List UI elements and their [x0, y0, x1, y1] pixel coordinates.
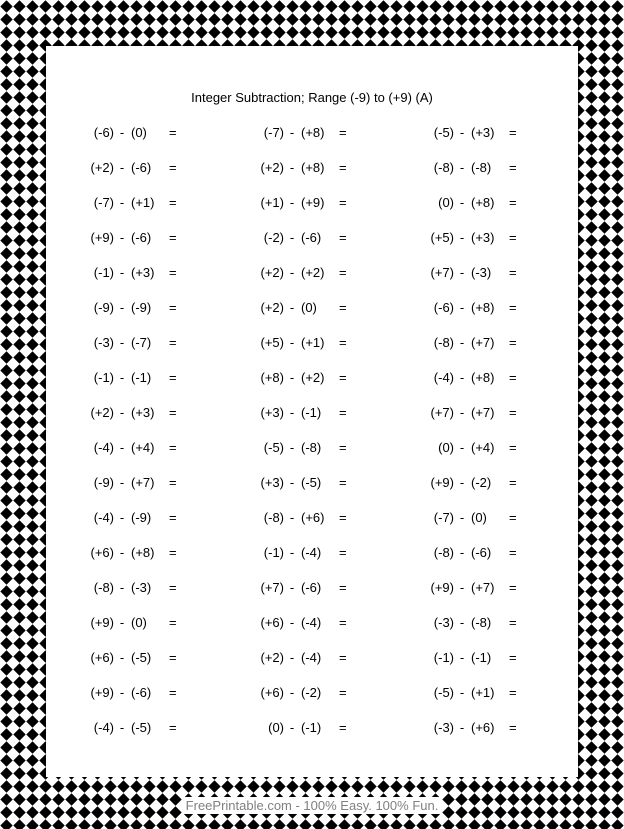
equals-sign: = — [509, 125, 517, 140]
equals-sign: = — [169, 125, 177, 140]
minus-sign: - — [289, 580, 295, 595]
equals-sign: = — [169, 370, 177, 385]
minus-sign: - — [289, 545, 295, 560]
subtrahend: (+8) — [471, 370, 495, 385]
minuend: (+5) — [430, 230, 454, 245]
minuend: (+1) — [260, 195, 284, 210]
problem — [250, 615, 360, 635]
subtrahend: (+2) — [301, 370, 325, 385]
minuend: (-1) — [93, 370, 114, 385]
minuend: (0) — [438, 440, 454, 455]
minuend: (+2) — [90, 160, 114, 175]
problem — [420, 370, 530, 390]
minuend: (+6) — [260, 685, 284, 700]
problem — [420, 475, 530, 495]
problem — [250, 335, 360, 355]
equals-sign: = — [339, 265, 347, 280]
problem — [250, 580, 360, 600]
equals-sign: = — [509, 720, 517, 735]
minuend: (-4) — [93, 720, 114, 735]
subtrahend: (-1) — [301, 405, 322, 420]
problem — [420, 720, 530, 740]
equals-sign: = — [169, 580, 177, 595]
minus-sign: - — [119, 335, 125, 350]
equals-sign: = — [169, 720, 177, 735]
minuend: (-3) — [93, 335, 114, 350]
minus-sign: - — [289, 230, 295, 245]
subtrahend: (0) — [471, 510, 487, 525]
minus-sign: - — [119, 440, 125, 455]
minuend: (-3) — [433, 720, 454, 735]
minus-sign: - — [119, 475, 125, 490]
equals-sign: = — [169, 265, 177, 280]
equals-sign: = — [509, 545, 517, 560]
equals-sign: = — [339, 405, 347, 420]
equals-sign: = — [339, 475, 347, 490]
minus-sign: - — [119, 510, 125, 525]
minuend: (+6) — [90, 545, 114, 560]
equals-sign: = — [509, 195, 517, 210]
equals-sign: = — [169, 195, 177, 210]
minuend: (-7) — [93, 195, 114, 210]
equals-sign: = — [509, 405, 517, 420]
problem — [420, 230, 530, 250]
subtrahend: (-6) — [131, 160, 152, 175]
problem — [420, 545, 530, 565]
problem — [250, 510, 360, 530]
equals-sign: = — [509, 160, 517, 175]
minus-sign: - — [459, 650, 465, 665]
minuend: (+2) — [260, 650, 284, 665]
minus-sign: - — [289, 405, 295, 420]
problem — [80, 335, 190, 355]
minuend: (-4) — [433, 370, 454, 385]
minus-sign: - — [119, 720, 125, 735]
minus-sign: - — [459, 125, 465, 140]
minuend: (-7) — [433, 510, 454, 525]
subtrahend: (+7) — [131, 475, 155, 490]
equals-sign: = — [339, 335, 347, 350]
minus-sign: - — [119, 195, 125, 210]
equals-sign: = — [509, 510, 517, 525]
subtrahend: (+6) — [301, 510, 325, 525]
problem — [250, 370, 360, 390]
minuend: (-4) — [93, 510, 114, 525]
subtrahend: (+7) — [471, 335, 495, 350]
problem — [250, 125, 360, 145]
equals-sign: = — [169, 230, 177, 245]
problem — [420, 440, 530, 460]
equals-sign: = — [509, 580, 517, 595]
minuend: (+8) — [260, 370, 284, 385]
minuend: (+2) — [90, 405, 114, 420]
minus-sign: - — [459, 160, 465, 175]
minus-sign: - — [289, 685, 295, 700]
minuend: (-8) — [433, 335, 454, 350]
minuend: (+6) — [260, 615, 284, 630]
subtrahend: (+7) — [471, 405, 495, 420]
equals-sign: = — [339, 545, 347, 560]
minus-sign: - — [289, 335, 295, 350]
subtrahend: (+1) — [301, 335, 325, 350]
minuend: (+2) — [260, 300, 284, 315]
problem — [250, 545, 360, 565]
equals-sign: = — [509, 650, 517, 665]
equals-sign: = — [169, 615, 177, 630]
problem — [80, 195, 190, 215]
minus-sign: - — [459, 685, 465, 700]
subtrahend: (+4) — [471, 440, 495, 455]
minuend: (+5) — [260, 335, 284, 350]
minuend: (0) — [438, 195, 454, 210]
subtrahend: (-7) — [131, 335, 152, 350]
minus-sign: - — [119, 580, 125, 595]
problem — [250, 650, 360, 670]
problem — [80, 370, 190, 390]
minus-sign: - — [459, 405, 465, 420]
footer — [0, 797, 624, 815]
minuend: (+9) — [430, 580, 454, 595]
minus-sign: - — [289, 440, 295, 455]
worksheet-title: Integer Subtraction; Range (-9) to (+9) (A) — [191, 90, 433, 105]
minuend: (+7) — [430, 405, 454, 420]
equals-sign: = — [169, 440, 177, 455]
subtrahend: (-5) — [131, 650, 152, 665]
minus-sign: - — [289, 125, 295, 140]
minuend: (-6) — [433, 300, 454, 315]
equals-sign: = — [339, 580, 347, 595]
problem — [420, 300, 530, 320]
problem — [420, 510, 530, 530]
equals-sign: = — [509, 615, 517, 630]
problem — [420, 125, 530, 145]
subtrahend: (0) — [131, 615, 147, 630]
problem — [250, 160, 360, 180]
problem — [250, 300, 360, 320]
equals-sign: = — [169, 650, 177, 665]
problem — [250, 405, 360, 425]
problem — [420, 405, 530, 425]
problem — [80, 475, 190, 495]
problem — [420, 650, 530, 670]
subtrahend: (-2) — [301, 685, 322, 700]
minus-sign: - — [119, 265, 125, 280]
minuend: (+7) — [260, 580, 284, 595]
minus-sign: - — [459, 370, 465, 385]
problem — [250, 440, 360, 460]
equals-sign: = — [509, 265, 517, 280]
minuend: (+9) — [430, 475, 454, 490]
minuend: (-3) — [433, 615, 454, 630]
minuend: (-8) — [433, 160, 454, 175]
minus-sign: - — [459, 300, 465, 315]
minuend: (+2) — [260, 160, 284, 175]
minus-sign: - — [119, 230, 125, 245]
minus-sign: - — [289, 265, 295, 280]
equals-sign: = — [339, 440, 347, 455]
minuend: (-5) — [263, 440, 284, 455]
problem — [80, 545, 190, 565]
minus-sign: - — [119, 300, 125, 315]
equals-sign: = — [169, 335, 177, 350]
equals-sign: = — [339, 230, 347, 245]
equals-sign: = — [169, 510, 177, 525]
equals-sign: = — [169, 160, 177, 175]
minuend: (+3) — [260, 405, 284, 420]
subtrahend: (+7) — [471, 580, 495, 595]
minuend: (-1) — [433, 650, 454, 665]
equals-sign: = — [339, 125, 347, 140]
minus-sign: - — [459, 510, 465, 525]
equals-sign: = — [169, 685, 177, 700]
subtrahend: (+4) — [131, 440, 155, 455]
minus-sign: - — [459, 615, 465, 630]
subtrahend: (+1) — [131, 195, 155, 210]
minuend: (-5) — [433, 125, 454, 140]
minuend: (-1) — [93, 265, 114, 280]
minuend: (-1) — [263, 545, 284, 560]
minuend: (+6) — [90, 650, 114, 665]
problem — [80, 160, 190, 180]
problem — [420, 265, 530, 285]
subtrahend: (-1) — [301, 720, 322, 735]
minus-sign: - — [119, 370, 125, 385]
subtrahend: (+2) — [301, 265, 325, 280]
subtrahend: (-8) — [301, 440, 322, 455]
minuend: (-8) — [93, 580, 114, 595]
problem — [80, 650, 190, 670]
equals-sign: = — [169, 405, 177, 420]
minuend: (-9) — [93, 300, 114, 315]
minus-sign: - — [289, 195, 295, 210]
subtrahend: (+3) — [471, 125, 495, 140]
equals-sign: = — [169, 300, 177, 315]
equals-sign: = — [509, 370, 517, 385]
minus-sign: - — [119, 160, 125, 175]
subtrahend: (-1) — [131, 370, 152, 385]
minuend: (-4) — [93, 440, 114, 455]
subtrahend: (-6) — [131, 230, 152, 245]
minuend: (-9) — [93, 475, 114, 490]
minus-sign: - — [119, 685, 125, 700]
subtrahend: (-1) — [471, 650, 492, 665]
subtrahend: (+1) — [471, 685, 495, 700]
subtrahend: (+3) — [131, 405, 155, 420]
minuend: (-7) — [263, 125, 284, 140]
problem — [420, 685, 530, 705]
problem — [250, 720, 360, 740]
minus-sign: - — [289, 475, 295, 490]
equals-sign: = — [339, 195, 347, 210]
equals-sign: = — [339, 720, 347, 735]
minus-sign: - — [459, 195, 465, 210]
minus-sign: - — [289, 300, 295, 315]
equals-sign: = — [339, 685, 347, 700]
subtrahend: (+9) — [301, 195, 325, 210]
problem — [80, 685, 190, 705]
problem — [80, 265, 190, 285]
problem — [80, 405, 190, 425]
equals-sign: = — [509, 335, 517, 350]
subtrahend: (0) — [301, 300, 317, 315]
minus-sign: - — [459, 230, 465, 245]
problem — [80, 300, 190, 320]
subtrahend: (0) — [131, 125, 147, 140]
minus-sign: - — [459, 475, 465, 490]
subtrahend: (+8) — [301, 125, 325, 140]
minus-sign: - — [289, 650, 295, 665]
minus-sign: - — [119, 125, 125, 140]
minuend: (+9) — [90, 685, 114, 700]
minuend: (+9) — [90, 230, 114, 245]
minus-sign: - — [119, 615, 125, 630]
minuend: (+9) — [90, 615, 114, 630]
subtrahend: (+6) — [471, 720, 495, 735]
minus-sign: - — [459, 580, 465, 595]
subtrahend: (+8) — [301, 160, 325, 175]
subtrahend: (-5) — [301, 475, 322, 490]
subtrahend: (-5) — [131, 720, 152, 735]
minus-sign: - — [459, 265, 465, 280]
problem — [80, 230, 190, 250]
problem — [80, 510, 190, 530]
problem — [420, 335, 530, 355]
subtrahend: (-3) — [471, 265, 492, 280]
minuend: (-2) — [263, 230, 284, 245]
equals-sign: = — [339, 160, 347, 175]
problem — [250, 475, 360, 495]
subtrahend: (-4) — [301, 650, 322, 665]
minus-sign: - — [459, 335, 465, 350]
subtrahend: (-8) — [471, 615, 492, 630]
minuend: (+3) — [260, 475, 284, 490]
problem — [250, 685, 360, 705]
problem — [80, 615, 190, 635]
minus-sign: - — [459, 545, 465, 560]
subtrahend: (-2) — [471, 475, 492, 490]
minus-sign: - — [119, 650, 125, 665]
equals-sign: = — [339, 510, 347, 525]
equals-sign: = — [169, 545, 177, 560]
subtrahend: (-8) — [471, 160, 492, 175]
minus-sign: - — [119, 405, 125, 420]
minuend: (+7) — [430, 265, 454, 280]
problem — [420, 580, 530, 600]
problem — [80, 580, 190, 600]
problem — [420, 195, 530, 215]
minuend: (-6) — [93, 125, 114, 140]
equals-sign: = — [509, 230, 517, 245]
minuend: (+2) — [260, 265, 284, 280]
problem — [80, 440, 190, 460]
subtrahend: (-4) — [301, 615, 322, 630]
problem — [420, 615, 530, 635]
problem — [420, 160, 530, 180]
minus-sign: - — [289, 720, 295, 735]
subtrahend: (+3) — [131, 265, 155, 280]
minus-sign: - — [459, 720, 465, 735]
subtrahend: (-6) — [301, 230, 322, 245]
equals-sign: = — [339, 615, 347, 630]
problem — [250, 195, 360, 215]
minus-sign: - — [289, 510, 295, 525]
equals-sign: = — [339, 300, 347, 315]
minuend: (0) — [268, 720, 284, 735]
subtrahend: (-3) — [131, 580, 152, 595]
problem — [250, 265, 360, 285]
subtrahend: (+3) — [471, 230, 495, 245]
subtrahend: (+8) — [131, 545, 155, 560]
equals-sign: = — [169, 475, 177, 490]
equals-sign: = — [509, 440, 517, 455]
minus-sign: - — [119, 545, 125, 560]
subtrahend: (-6) — [131, 685, 152, 700]
minuend: (-8) — [433, 545, 454, 560]
minuend: (-5) — [433, 685, 454, 700]
subtrahend: (-6) — [301, 580, 322, 595]
equals-sign: = — [509, 685, 517, 700]
subtrahend: (+8) — [471, 300, 495, 315]
minus-sign: - — [289, 615, 295, 630]
minus-sign: - — [459, 440, 465, 455]
equals-sign: = — [339, 370, 347, 385]
subtrahend: (-6) — [471, 545, 492, 560]
subtrahend: (-9) — [131, 510, 152, 525]
footer-text: FreePrintable.com - 100% Easy. 100% Fun. — [182, 797, 443, 814]
subtrahend: (-4) — [301, 545, 322, 560]
equals-sign: = — [509, 475, 517, 490]
subtrahend: (-9) — [131, 300, 152, 315]
subtrahend: (+8) — [471, 195, 495, 210]
problem — [250, 230, 360, 250]
equals-sign: = — [509, 300, 517, 315]
problem — [80, 720, 190, 740]
equals-sign: = — [339, 650, 347, 665]
minuend: (-8) — [263, 510, 284, 525]
minus-sign: - — [289, 160, 295, 175]
problem — [80, 125, 190, 145]
minus-sign: - — [289, 370, 295, 385]
